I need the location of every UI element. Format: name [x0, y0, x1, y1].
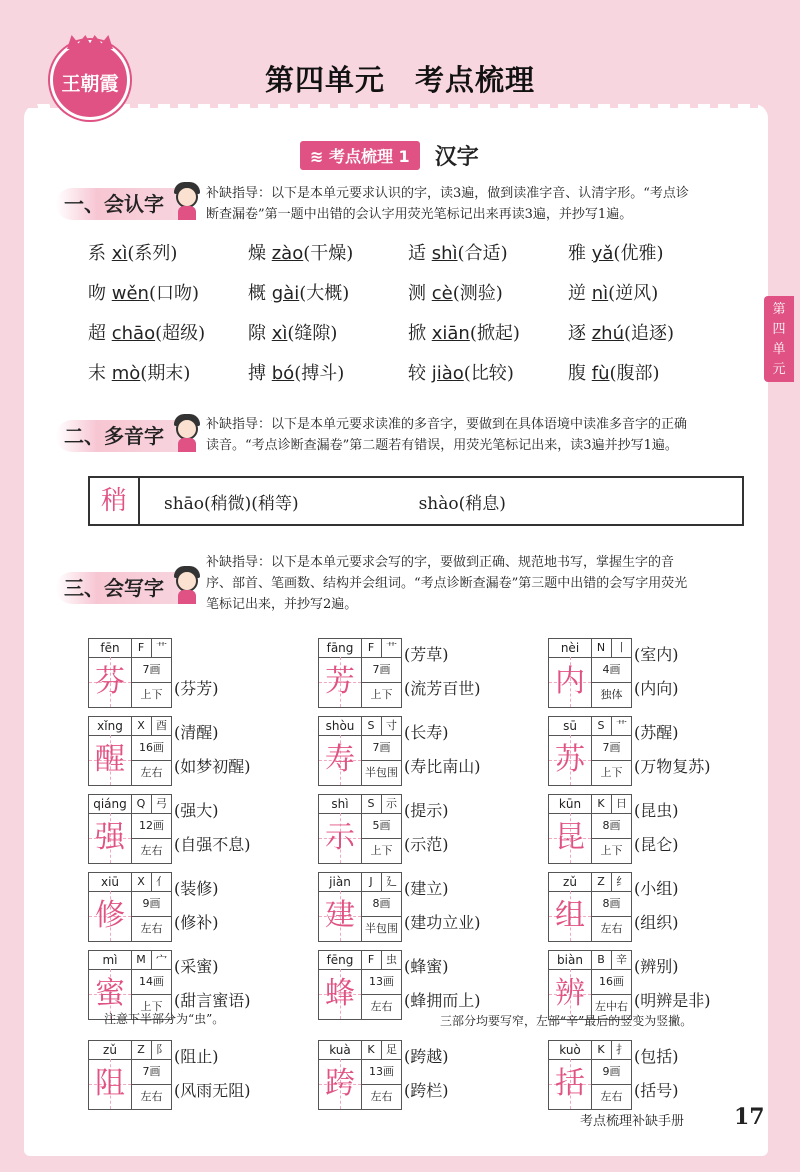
card-pinyin: nèi [549, 639, 592, 658]
char-card-grid [318, 716, 402, 786]
card-index-letter: B [591, 951, 612, 970]
char-card-grid [318, 950, 402, 1020]
note-bian: 三部分均要写窄，左部“辛”最后的竖变为竖撇。 [440, 1014, 693, 1028]
card-word: (寿比南山) [404, 757, 481, 776]
card-word: (甜言蜜语) [174, 991, 251, 1010]
vocab-item: 测 cè(测验) [408, 283, 503, 304]
vocab-row [88, 312, 728, 352]
card-index-letter: K [591, 795, 612, 814]
section1-heading: 一、会认字 [56, 188, 192, 220]
card-structure: 左右 [140, 844, 163, 857]
card-structure: 上下 [370, 688, 393, 701]
card-structure: 左右 [600, 1090, 623, 1103]
polyphone-reading: shào(稍息) [418, 493, 506, 514]
char-card [88, 638, 308, 708]
card-word: (流芳百世) [404, 679, 481, 698]
card-word: (跨栏) [404, 1081, 449, 1100]
char-card [318, 716, 538, 786]
card-radical: 阝 [151, 1041, 172, 1060]
card-radical: 亻 [151, 873, 172, 892]
card-strokes: 8画 [591, 813, 632, 839]
char-card-grid [548, 950, 632, 1020]
vocab-row [88, 272, 728, 312]
card-index-letter: F [361, 639, 382, 658]
page-number: 17 [734, 1104, 765, 1130]
card-index-letter: X [131, 717, 152, 736]
card-pinyin: zǔ [89, 1041, 132, 1060]
vocab-row [88, 352, 728, 392]
card-char: 辨 [549, 969, 592, 1019]
card-pinyin: fēng [319, 951, 362, 970]
card-word: (包括) [634, 1047, 679, 1066]
card-pinyin: zǔ [549, 873, 592, 892]
card-pinyin: shì [319, 795, 362, 814]
card-radical: 丨 [611, 639, 632, 658]
side-tab-char: 第 [772, 302, 786, 317]
card-structure: 左右 [140, 1090, 163, 1103]
char-card-grid [88, 872, 172, 942]
char-card-grid [548, 1040, 632, 1110]
card-index-letter: Q [131, 795, 152, 814]
char-card [88, 794, 308, 864]
card-word: (内向) [634, 679, 679, 698]
card-index-letter: F [131, 639, 152, 658]
vocab-item: 搏 bó(搏斗) [248, 363, 345, 384]
vocab-item: 隙 xì(缝隙) [248, 323, 338, 344]
card-radical: 艹 [381, 639, 402, 658]
card-structure: 左右 [600, 922, 623, 935]
card-strokes: 16画 [131, 735, 172, 761]
card-char: 芳 [319, 657, 362, 707]
card-word: (如梦初醒) [174, 757, 251, 776]
card-index-letter: K [361, 1041, 382, 1060]
vocab-item: 超 chāo(超级) [88, 323, 206, 344]
card-strokes: 8画 [591, 891, 632, 917]
vocab-item: 腹 fù(腹部) [568, 363, 660, 384]
card-char: 寿 [319, 735, 362, 785]
section3-heading: 三、会写字 [56, 572, 192, 604]
card-pinyin: kuà [319, 1041, 362, 1060]
card-pinyin: sū [549, 717, 592, 736]
card-structure: 左右 [140, 766, 163, 779]
char-card-grid [88, 794, 172, 864]
card-char: 昆 [549, 813, 592, 863]
card-char: 组 [549, 891, 592, 941]
card-word: (自强不息) [174, 835, 251, 854]
char-card [318, 872, 538, 942]
card-structure: 上下 [600, 844, 623, 857]
card-char: 醒 [89, 735, 132, 785]
card-strokes: 13画 [361, 969, 402, 995]
polyphone-box [88, 476, 744, 526]
card-strokes: 7画 [591, 735, 632, 761]
card-pinyin: xǐng [89, 717, 132, 736]
card-radical: 酉 [151, 717, 172, 736]
card-word: (长寿) [404, 723, 449, 742]
side-tab-char: 单 [772, 342, 786, 357]
card-pinyin: shòu [319, 717, 362, 736]
card-word: (芳草) [404, 645, 449, 664]
card-pinyin: mì [89, 951, 132, 970]
card-word: (强大) [174, 801, 219, 820]
teacher-avatar-icon [170, 412, 204, 452]
card-char: 括 [549, 1059, 592, 1109]
card-radical: 纟 [611, 873, 632, 892]
card-word: (芬芳) [174, 679, 219, 698]
card-word: (装修) [174, 879, 219, 898]
card-pinyin: kuò [549, 1041, 592, 1060]
card-structure: 半包围 [365, 766, 398, 779]
card-char: 示 [319, 813, 362, 863]
vocab-item: 燥 zào(干燥) [248, 243, 354, 264]
card-radical: 扌 [611, 1041, 632, 1060]
card-char: 芬 [89, 657, 132, 707]
card-strokes: 5画 [361, 813, 402, 839]
card-radical: 日 [611, 795, 632, 814]
card-word: (修补) [174, 913, 219, 932]
card-radical: 弓 [151, 795, 172, 814]
card-word: (建功立业) [404, 913, 481, 932]
card-radical: 辛 [611, 951, 632, 970]
card-strokes: 4画 [591, 657, 632, 683]
side-tab-char: 元 [772, 362, 786, 377]
card-word: (昆仑) [634, 835, 679, 854]
card-pinyin: biàn [549, 951, 592, 970]
card-char: 蜜 [89, 969, 132, 1019]
section-banner [300, 140, 479, 171]
card-char: 蜂 [319, 969, 362, 1019]
card-radical: 艹 [151, 639, 172, 658]
card-word: (清醒) [174, 723, 219, 742]
logo-text: 王朝霞 [61, 73, 119, 95]
card-strokes: 7画 [361, 735, 402, 761]
card-structure: 上下 [140, 688, 163, 701]
card-word: (组织) [634, 913, 679, 932]
card-index-letter: S [361, 795, 382, 814]
card-word: (昆虫) [634, 801, 679, 820]
page-title: 第四单元 考点梳理 [264, 63, 535, 97]
card-structure: 上下 [140, 1000, 163, 1013]
card-word: (风雨无阻) [174, 1081, 251, 1100]
section2-heading: 二、多音字 [56, 420, 192, 452]
vocab-item: 适 shì(合适) [408, 243, 508, 264]
unit-side-tab [764, 296, 794, 382]
card-radical: 示 [381, 795, 402, 814]
side-tab-char: 四 [772, 322, 786, 337]
card-word: (蜂拥而上) [404, 991, 481, 1010]
section1-guide: 补缺指导：以下是本单元要求认识的字，读3遍，做到读准字音、认清字形。“考点诊 断查漏卷”第一题中出错的会认字用荧光笔标记出来再读3遍，并抄写1遍。 [206, 186, 689, 222]
card-index-letter: K [591, 1041, 612, 1060]
card-pinyin: fēn [89, 639, 132, 658]
section2-guide: 补缺指导：以下是本单元要求读准的多音字，要做到在具体语境中读准多音字的正确 读音。“考点诊断查漏卷”第二题若有错误，用荧光笔标记出来，读3遍并抄写1遍。 [206, 417, 688, 453]
card-strokes: 16画 [591, 969, 632, 995]
card-char: 建 [319, 891, 362, 941]
banner-title: 汉字 [434, 145, 479, 170]
card-index-letter: Z [131, 1041, 152, 1060]
teacher-avatar-icon [170, 564, 204, 604]
teacher-avatar-icon [170, 180, 204, 220]
char-card-grid [318, 1040, 402, 1110]
card-radical: 寸 [381, 717, 402, 736]
card-strokes: 14画 [131, 969, 172, 995]
char-card [318, 794, 538, 864]
card-word: (阻止) [174, 1047, 219, 1066]
card-word: (建立) [404, 879, 449, 898]
card-structure: 左右 [370, 1090, 393, 1103]
card-structure: 左右 [140, 922, 163, 935]
card-word: (提示) [404, 801, 449, 820]
card-word: (跨越) [404, 1047, 449, 1066]
card-structure: 独体 [600, 688, 623, 701]
card-word: (示范) [404, 835, 449, 854]
card-word: (明辨是非) [634, 991, 711, 1010]
card-strokes: 7画 [361, 657, 402, 683]
char-card-grid [318, 638, 402, 708]
card-char: 跨 [319, 1059, 362, 1109]
vocab-row [88, 232, 728, 272]
char-card [548, 1040, 768, 1110]
card-index-letter: S [591, 717, 612, 736]
vocab-item: 系 xì(系列) [88, 243, 178, 264]
vocab-item: 逆 nì(逆风) [568, 283, 659, 304]
char-card-grid [88, 1040, 172, 1110]
char-card-grid [548, 716, 632, 786]
card-word: (采蜜) [174, 957, 219, 976]
vocab-item: 掀 xiān(掀起) [408, 323, 520, 344]
vocab-grid [88, 232, 728, 392]
vocab-item: 概 gài(大概) [248, 283, 350, 304]
card-structure: 上下 [370, 844, 393, 857]
card-word: (苏醒) [634, 723, 679, 742]
card-index-letter: F [361, 951, 382, 970]
card-radical: 宀 [151, 951, 172, 970]
card-strokes: 13画 [361, 1059, 402, 1085]
char-card [548, 716, 768, 786]
card-index-letter: N [591, 639, 612, 658]
card-structure: 左右 [370, 1000, 393, 1013]
vocab-item: 逐 zhú(追逐) [568, 323, 675, 344]
card-pinyin: jiàn [319, 873, 362, 892]
card-radical: 艹 [611, 717, 632, 736]
card-pinyin: xiū [89, 873, 132, 892]
card-pinyin: fāng [319, 639, 362, 658]
char-card-grid [548, 794, 632, 864]
char-card [88, 872, 308, 942]
card-index-letter: Z [591, 873, 612, 892]
char-card [548, 638, 768, 708]
char-card-grid [88, 638, 172, 708]
card-pinyin: qiáng [89, 795, 132, 814]
crown-icon [67, 35, 113, 49]
card-pinyin: kūn [549, 795, 592, 814]
card-word: (蜂蜜) [404, 957, 449, 976]
card-index-letter: S [361, 717, 382, 736]
card-word: (万物复苏) [634, 757, 711, 776]
char-card-grid [548, 638, 632, 708]
wave-border [20, 98, 772, 108]
char-card [548, 794, 768, 864]
card-index-letter: M [131, 951, 152, 970]
char-card-grid [88, 716, 172, 786]
section3-guide: 补缺指导：以下是本单元要求会写的字，要做到正确、规范地书写，掌握生字的音 序、部首、笔画数、结构并会组词。“考点诊断查漏卷”第三题中出错的会写字用荧光 笔标记出来，并抄写2遍。 [206, 555, 688, 612]
card-char: 阻 [89, 1059, 132, 1109]
card-structure: 上下 [600, 766, 623, 779]
char-card [318, 950, 538, 1020]
card-strokes: 12画 [131, 813, 172, 839]
card-radical: 足 [381, 1041, 402, 1060]
char-card [318, 638, 538, 708]
footer-text: 考点梳理补缺手册 [580, 1114, 685, 1129]
card-strokes: 9画 [131, 891, 172, 917]
card-word: (辨别) [634, 957, 679, 976]
char-card-grid [318, 794, 402, 864]
card-word: (括号) [634, 1081, 679, 1100]
card-structure: 左中右 [595, 1000, 628, 1013]
card-strokes: 8画 [361, 891, 402, 917]
card-strokes: 7画 [131, 657, 172, 683]
char-card-grid [548, 872, 632, 942]
char-card [88, 1040, 308, 1110]
card-word: (小组) [634, 879, 679, 898]
card-char: 修 [89, 891, 132, 941]
card-strokes: 7画 [131, 1059, 172, 1085]
char-card [318, 1040, 538, 1110]
card-structure: 半包围 [365, 922, 398, 935]
char-card [548, 950, 768, 1020]
polyphone-char: 稍 [90, 478, 140, 524]
card-strokes: 9画 [591, 1059, 632, 1085]
char-card [88, 716, 308, 786]
vocab-item: 较 jiào(比较) [408, 363, 514, 384]
vocab-item: 吻 wěn(口吻) [88, 283, 200, 304]
card-index-letter: J [361, 873, 382, 892]
char-card-grid [318, 872, 402, 942]
card-word: (室内) [634, 645, 679, 664]
polyphone-reading: shāo(稍微)(稍等) [164, 493, 299, 514]
vocab-item: 末 mò(期末) [88, 363, 191, 384]
card-radical: 廴 [381, 873, 402, 892]
card-char: 内 [549, 657, 592, 707]
note-mi: 注意下半部分为“虫”。 [104, 1012, 225, 1026]
banner-badge: ≋ 考点梳理 1 [300, 141, 420, 170]
char-card [548, 872, 768, 942]
card-char: 苏 [549, 735, 592, 785]
card-char: 强 [89, 813, 132, 863]
card-index-letter: X [131, 873, 152, 892]
vocab-item: 雅 yǎ(优雅) [568, 243, 664, 264]
card-radical: 虫 [381, 951, 402, 970]
